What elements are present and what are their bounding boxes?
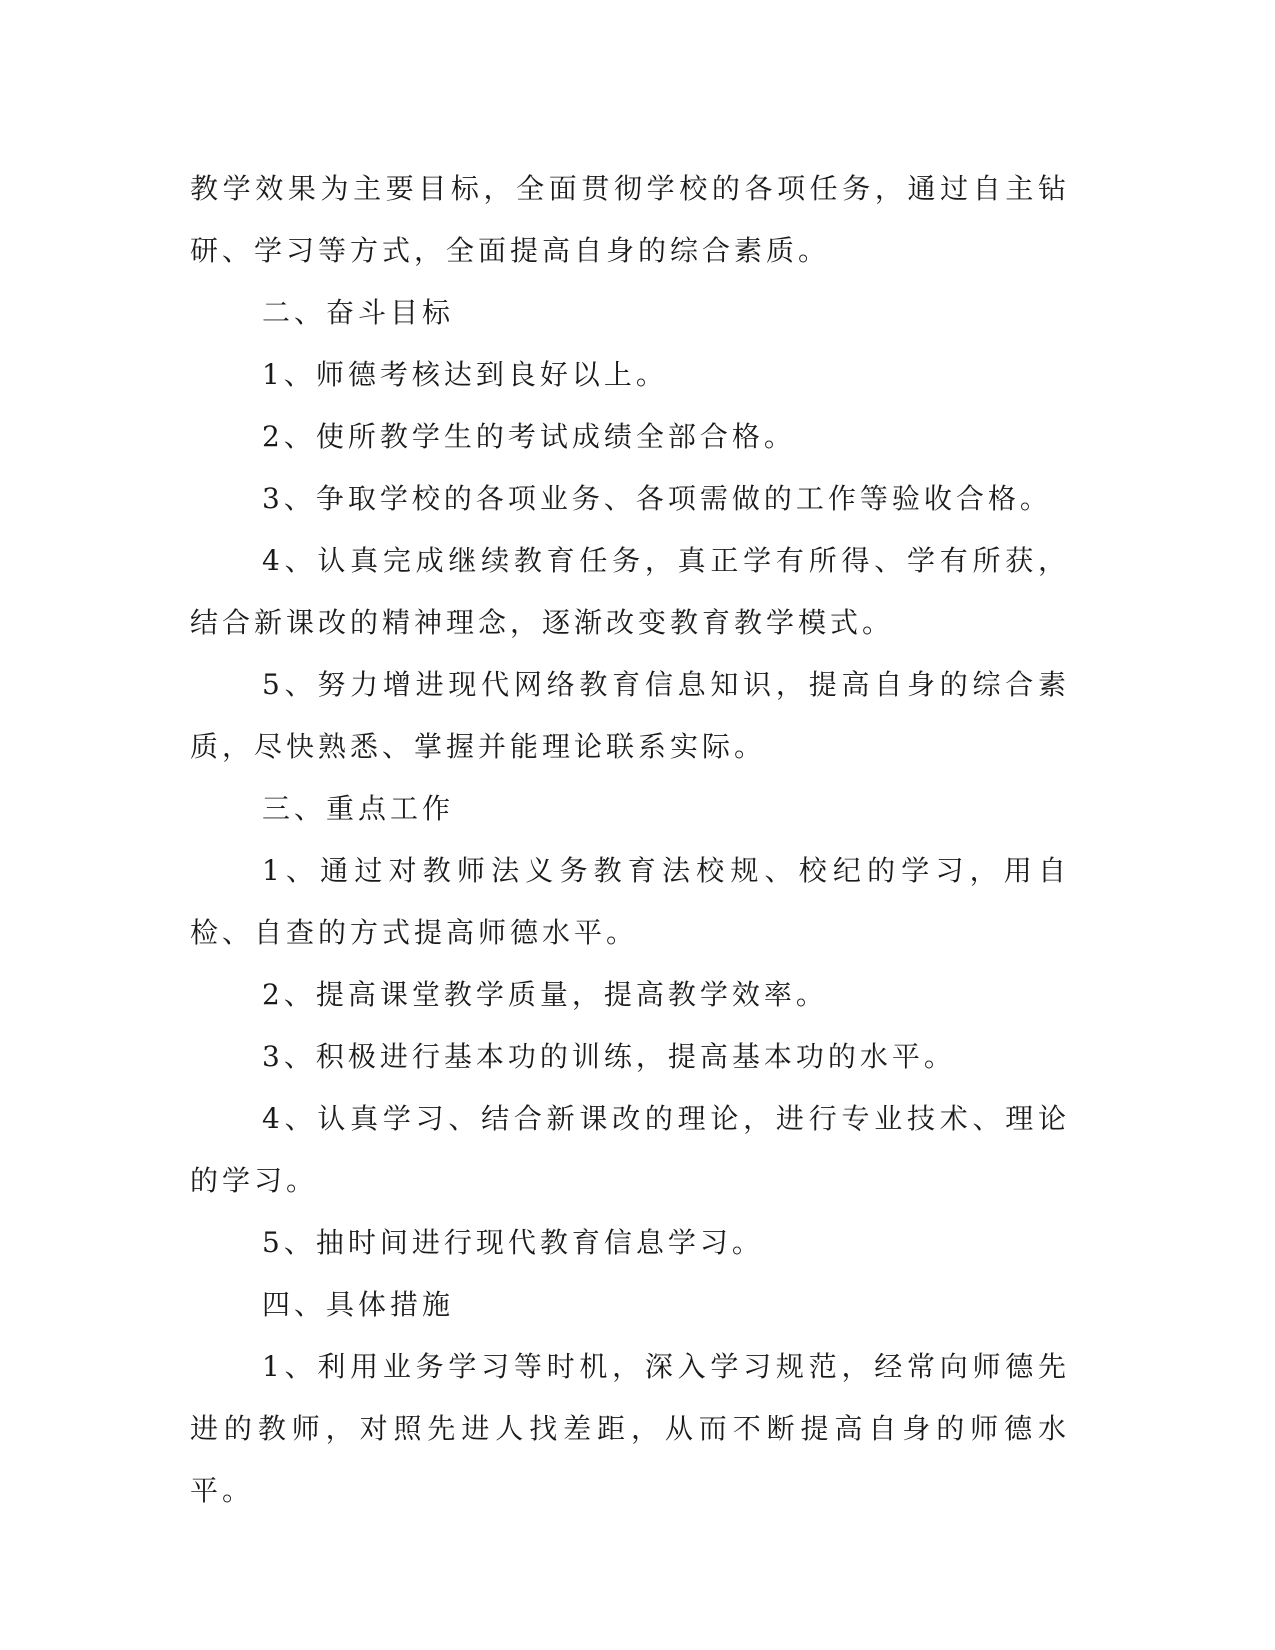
- section-heading-measures: 四、具体措施: [262, 1288, 455, 1321]
- paragraph-intro-continuation: 教学效果为主要目标，全面贯彻学校的各项任务，通过自主钻研、学习等方式，全面提高自身的综合素质。: [190, 172, 1070, 267]
- key-work-item-4: 4、认真学习、结合新课改的理论，进行专业技术、理论的学习。: [190, 1102, 1070, 1197]
- key-work-item-3: 3、积极进行基本功的训练，提高基本功的水平。: [262, 1040, 956, 1073]
- key-work-item-1: 1、通过对教师法义务教育法校规、校纪的学习，用自检、自查的方式提高师德水平。: [190, 854, 1070, 949]
- key-work-item-5: 5、抽时间进行现代教育信息学习。: [262, 1226, 764, 1259]
- section-heading-key-work: 三、重点工作: [262, 792, 455, 825]
- document-body: [190, 158, 1070, 1522]
- key-work-item-2: 2、提高课堂教学质量，提高教学效率。: [262, 978, 828, 1011]
- goal-item-5: 5、努力增进现代网络教育信息知识，提高自身的综合素质，尽快熟悉、掌握并能理论联系实际。: [190, 668, 1070, 763]
- goal-item-2: 2、使所教学生的考试成绩全部合格。: [262, 420, 796, 453]
- goal-item-4: 4、认真完成继续教育任务，真正学有所得、学有所获，结合新课改的精神理念，逐渐改变教育教学模式。: [190, 544, 1070, 639]
- measure-item-1: 1、利用业务学习等时机，深入学习规范，经常向师德先进的教师，对照先进人找差距，从而不断提高自身的师德水平。: [190, 1350, 1070, 1507]
- section-heading-goals: 二、奋斗目标: [262, 296, 455, 329]
- goal-item-3: 3、争取学校的各项业务、各项需做的工作等验收合格。: [262, 482, 1052, 515]
- goal-item-1: 1、师德考核达到良好以上。: [262, 358, 668, 391]
